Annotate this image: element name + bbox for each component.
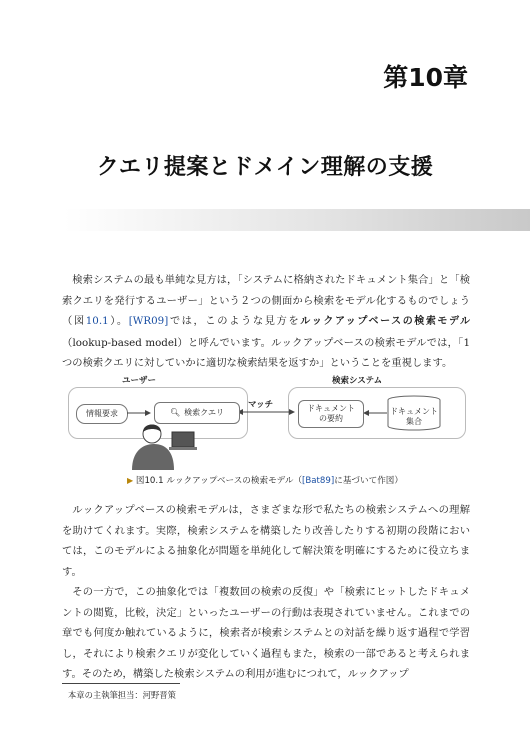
system-label: 検索システム	[332, 376, 383, 386]
info-need-label: 情報要求	[86, 409, 118, 418]
caption-citation-link[interactable]: [Bat89]	[302, 476, 335, 486]
doc-summary-line1: ドキュメント	[307, 404, 355, 413]
chapter-number: 第10章	[383, 63, 468, 92]
match-label: マッチ	[248, 400, 274, 410]
laptop-icon	[169, 432, 197, 450]
figure-reference-link[interactable]: 10.1	[85, 315, 109, 327]
footnote: 本章の主執筆担当：河野晋策	[68, 690, 176, 700]
title-gradient-bar	[64, 209, 530, 231]
caption-marker: ▶	[126, 476, 134, 485]
doc-set-line1: ドキュメント	[390, 407, 438, 416]
para1-text-4: （lookup-based model）と呼んでいます。ルックアップベースの検索モデルでは，「1つの検索クエリに対していかに適切な検索結果を返すか」ということを重視します。	[62, 336, 470, 369]
bold-term: ルックアップベースの検索モデル	[300, 316, 471, 327]
para1-text-1: 検索システムの最も単純な見方は，「システムに格納されたドキュメント集合」と「検索クエリを発行するユーザー」という２つの側面から検索をモデル化するものでしょう（図	[62, 274, 470, 327]
paragraph-3: その一方で，この抽象化では「複数回の検索の反復」や「検索にヒットしたドキュメントの閲覧，比較，決定」といったユーザーの行動は表現されていません。これまでの章でも何度か触れているように，検索者が検索システムとの対話を繰り返す過程で学習し，それにより検索クエリが変化していく過程もまた，検索の一部であると考えられます。そのため，構築した検索システムの利用が進むにつれて，ルックアップ	[62, 586, 470, 680]
doc-summary-box	[298, 400, 364, 428]
para1-text-3: では，このような見方を	[168, 315, 301, 327]
paragraph-1	[62, 270, 470, 374]
chapter-title: クエリ提案とドメイン理解の支援	[96, 155, 434, 180]
doc-summary-line2: の要約	[319, 414, 343, 423]
para1-text-2: ）。	[108, 315, 129, 327]
citation-link[interactable]: [WR09]	[128, 315, 169, 327]
caption-suffix: に基づいて作図）	[334, 476, 403, 486]
doc-set-line2: 集合	[406, 417, 422, 426]
doc-set-label	[389, 405, 439, 429]
caption-text: ルックアップベースの検索モデル（	[166, 476, 303, 486]
query-box	[154, 402, 240, 424]
figure-caption	[0, 474, 530, 486]
caption-figure-number: 図10.1	[135, 476, 164, 486]
search-icon: 🔍︎	[170, 408, 181, 417]
query-label: 検索クエリ	[184, 408, 224, 417]
footnote-rule	[62, 683, 180, 684]
paragraphs-2-3	[62, 500, 470, 685]
user-person-icon	[132, 425, 174, 471]
figure-10-1	[62, 372, 470, 472]
user-label: ユーザー	[122, 376, 157, 386]
paragraph-2: ルックアップベースの検索モデルは，さまざまな形で私たちの検索システムへの理解を助けてくれます。実際，検索システムを構築したり改善したりする初期の段階においては，このモデルによる抽象化が問題を単純化して解決策を明確にするために役立ちます。	[62, 504, 470, 578]
